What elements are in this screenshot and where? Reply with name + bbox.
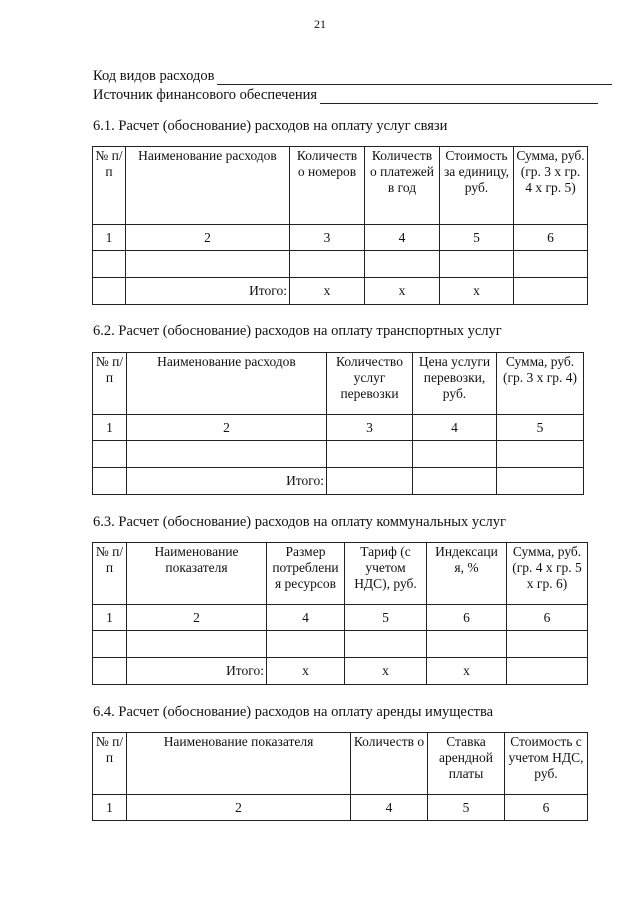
table-header-row <box>93 353 584 415</box>
column-number: 4 <box>365 225 440 251</box>
total-mark: x <box>267 658 345 685</box>
expense-code-line <box>93 68 612 85</box>
empty-cell <box>93 468 127 495</box>
header-cell: Количеств о платежей в год <box>365 147 440 225</box>
total-sum-cell[interactable] <box>497 468 584 495</box>
total-cell[interactable] <box>327 468 413 495</box>
expense-code-label: Код видов расходов <box>93 68 215 84</box>
header-cell: Цена услуги перевозки, руб. <box>413 353 497 415</box>
empty-cell[interactable] <box>507 631 588 658</box>
column-number: 2 <box>126 225 290 251</box>
header-cell: Сумма, руб. (гр. 3 x гр. 4 x гр. 5) <box>514 147 588 225</box>
column-number: 3 <box>327 415 413 441</box>
column-number: 2 <box>127 415 327 441</box>
header-cell: Наименование показателя <box>127 733 351 795</box>
column-number-row <box>93 795 588 821</box>
column-number: 2 <box>127 605 267 631</box>
empty-cell[interactable] <box>440 251 514 278</box>
header-cell: Сумма, руб. (гр. 4 x гр. 5 x гр. 6) <box>507 543 588 605</box>
empty-cell[interactable] <box>127 631 267 658</box>
empty-cell[interactable] <box>497 441 584 468</box>
empty-cell[interactable] <box>327 441 413 468</box>
header-cell: Стоимость за единицу, руб. <box>440 147 514 225</box>
header-cell: Количество услуг перевозки <box>327 353 413 415</box>
funding-source-label: Источник финансового обеспечения <box>93 87 318 103</box>
header-cell: Стоимость с учетом НДС, руб. <box>505 733 588 795</box>
column-number: 1 <box>93 415 127 441</box>
header-cell: Количеств о номеров <box>290 147 365 225</box>
column-number: 1 <box>93 605 127 631</box>
total-cell[interactable] <box>413 468 497 495</box>
total-row <box>93 658 588 685</box>
header-cell: № п/п <box>93 353 127 415</box>
total-mark: x <box>427 658 507 685</box>
column-number-row <box>93 225 588 251</box>
funding-source-line <box>93 87 598 104</box>
empty-cell[interactable] <box>413 441 497 468</box>
header-cell: Индексаци я, % <box>427 543 507 605</box>
column-number: 6 <box>514 225 588 251</box>
column-number: 6 <box>505 795 588 821</box>
total-label: Итого: <box>126 278 290 305</box>
empty-cell <box>93 658 127 685</box>
total-sum-cell[interactable] <box>514 278 588 305</box>
column-number: 6 <box>507 605 588 631</box>
empty-cell[interactable] <box>290 251 365 278</box>
empty-cell[interactable] <box>365 251 440 278</box>
header-cell: № п/п <box>93 543 127 605</box>
column-number: 3 <box>290 225 365 251</box>
section-title-6-1: 6.1. Расчет (обоснование) расходов на оплату услуг связи <box>93 118 448 134</box>
header-cell: Ставка арендной платы <box>428 733 505 795</box>
table-header-row <box>93 733 588 795</box>
column-number: 4 <box>351 795 428 821</box>
column-number-row <box>93 415 584 441</box>
total-row <box>93 278 588 305</box>
total-row <box>93 468 584 495</box>
table-6-4 <box>92 732 588 821</box>
funding-source-field[interactable] <box>320 89 598 104</box>
header-cell: Размер потреблени я ресурсов <box>267 543 345 605</box>
column-number: 1 <box>93 795 127 821</box>
column-number: 5 <box>497 415 584 441</box>
header-cell: Наименование расходов <box>126 147 290 225</box>
table-header-row <box>93 543 588 605</box>
total-label: Итого: <box>127 658 267 685</box>
column-number: 5 <box>345 605 427 631</box>
column-number: 4 <box>413 415 497 441</box>
header-cell: Тариф (с учетом НДС), руб. <box>345 543 427 605</box>
section-title-6-2: 6.2. Расчет (обоснование) расходов на оплату транспортных услуг <box>93 323 502 339</box>
table-6-3 <box>92 542 588 685</box>
header-cell: Количеств о <box>351 733 428 795</box>
section-title-6-4: 6.4. Расчет (обоснование) расходов на оплату аренды имущества <box>93 704 494 720</box>
empty-cell[interactable] <box>93 441 127 468</box>
header-cell: Наименование показателя <box>127 543 267 605</box>
column-number: 5 <box>440 225 514 251</box>
column-number: 1 <box>93 225 126 251</box>
header-cell: № п/п <box>93 733 127 795</box>
total-sum-cell[interactable] <box>507 658 588 685</box>
column-number-row <box>93 605 588 631</box>
column-number: 5 <box>428 795 505 821</box>
empty-cell[interactable] <box>93 251 126 278</box>
table-header-row <box>93 147 588 225</box>
empty-cell[interactable] <box>127 441 327 468</box>
total-mark: x <box>290 278 365 305</box>
header-cell: Наименование расходов <box>127 353 327 415</box>
column-number: 4 <box>267 605 345 631</box>
expense-code-field[interactable] <box>217 70 612 85</box>
column-number: 2 <box>127 795 351 821</box>
empty-cell[interactable] <box>267 631 345 658</box>
empty-cell <box>93 278 126 305</box>
table-row <box>93 441 584 468</box>
header-cell: Сумма, руб. (гр. 3 x гр. 4) <box>497 353 584 415</box>
empty-cell[interactable] <box>126 251 290 278</box>
total-mark: x <box>365 278 440 305</box>
section-title-6-3: 6.3. Расчет (обоснование) расходов на оплату коммунальных услуг <box>93 514 506 530</box>
page-number: 21 <box>314 17 326 31</box>
empty-cell[interactable] <box>93 631 127 658</box>
empty-cell[interactable] <box>345 631 427 658</box>
empty-cell[interactable] <box>427 631 507 658</box>
header-cell: № п/п <box>93 147 126 225</box>
table-6-1 <box>92 146 588 305</box>
table-row <box>93 251 588 278</box>
total-mark: x <box>440 278 514 305</box>
table-6-2 <box>92 352 584 495</box>
total-label: Итого: <box>127 468 327 495</box>
total-mark: x <box>345 658 427 685</box>
column-number: 6 <box>427 605 507 631</box>
table-row <box>93 631 588 658</box>
empty-cell[interactable] <box>514 251 588 278</box>
